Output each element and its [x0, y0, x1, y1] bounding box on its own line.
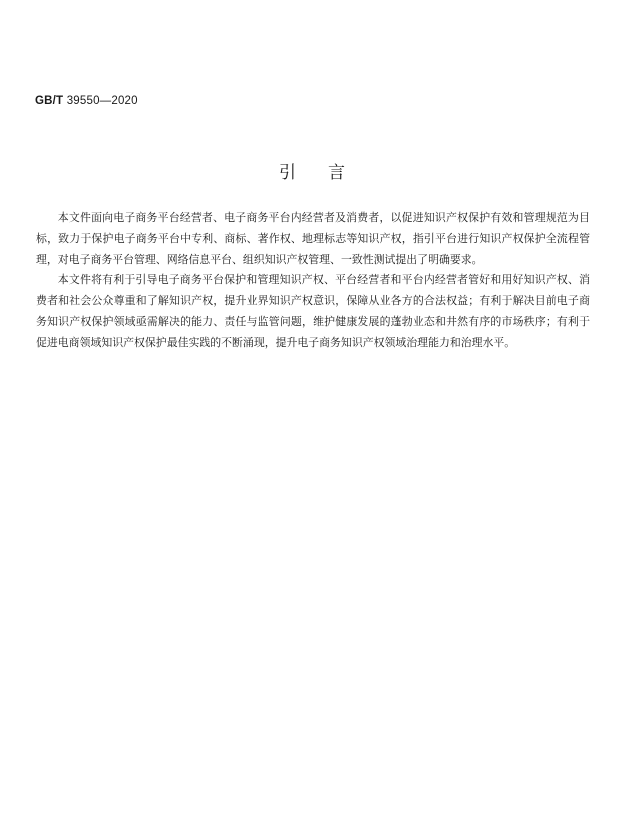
paragraph-2: 本文件将有利于引导电子商务平台保护和管理知识产权、平台经营者和平台内经营者管好和用好知识产权、消费者和社会公众尊重和了解知识产权，提升业界知识产权意识，保障从业各方的合法权益；有利于解决目前电子商务知识产权保护领域亟需解决的能力、责任与监管问题，维护健康发展的蓬勃业态和井然有序的市场秩序；有利于促进电商领域知识产权保护最佳实践的不断涌现，提升电子商务知识产权领域治理能力和治理水平。 — [36, 273, 590, 349]
paragraph-1: 本文件面向电子商务平台经营者、电子商务平台内经营者及消费者，以促进知识产权保护有效和管理规范为目标，致力于保护电子商务平台中专利、商标、著作权、地理标志等知识产权，指引平台进行知识产权保护全流程管理，对电子商务平台管理、网络信息平台、组织知识产权管理、一致性测试提出了明确要求。 — [36, 211, 590, 266]
standard-prefix: GB/T — [35, 95, 64, 107]
section-title: 引言 — [279, 163, 377, 183]
standard-number: 39550—2020 — [66, 95, 138, 107]
body-text — [36, 208, 590, 354]
standard-code — [35, 95, 138, 107]
